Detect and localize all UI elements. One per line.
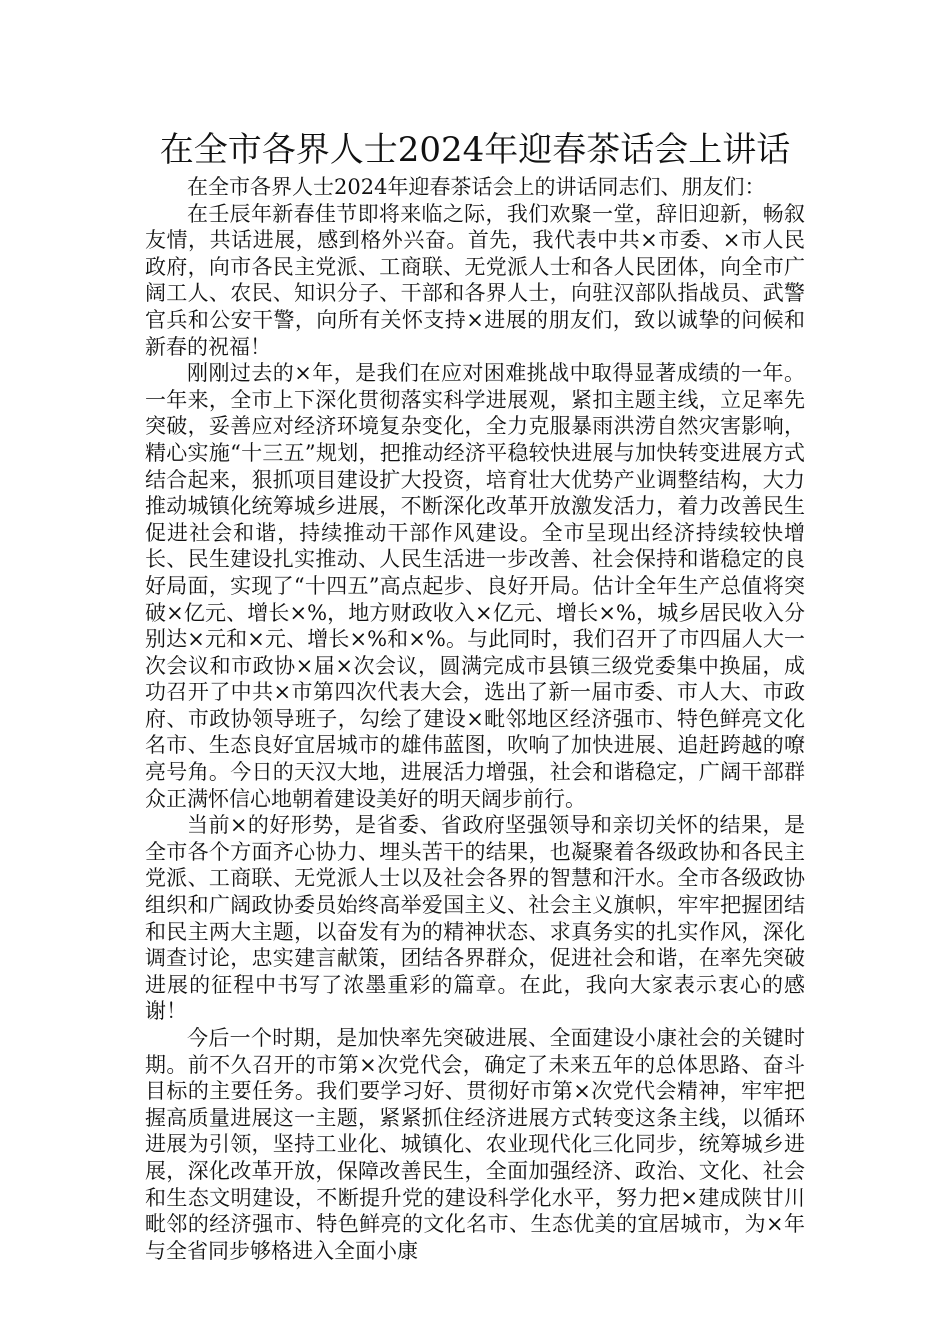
document-subtitle: 在全市各界人士2024年迎春茶话会上的讲话同志们、朋友们：	[187, 175, 766, 199]
paragraph-greeting: 在壬辰年新春佳节即将来临之际，我们欢聚一堂，辞旧迎新，畅叙友情，共话进展，感到格外兴奋。首先，我代表中共×市委、×市人民政府，向市各民主党派、工商联、无党派人士和各人民团体，向全市广阔工人、农民、知识分子、干部和各界人士，向驻汉部队指战员、武警官兵和公安干警，向所有关怀支持×进展的朋友们，致以诚挚的问候和新春的祝福！	[145, 201, 805, 359]
document-page	[145, 128, 805, 1264]
paragraph-outlook: 今后一个时期，是加快率先突破进展、全面建设小康社会的关键时期。前不久召开的市第×次党代会，确定了未来五年的总体思路、奋斗目标的主要任务。我们要学习好、贯彻好市第×次党代会精神，牢牢把握高质量进展这一主题，紧紧抓住经济进展方式转变这条主线，以循环进展为引领，坚持工业化、城镇化、农业现代化三化同步，统筹城乡进展，深化改革开放，保障改善民生，全面加强经济、政治、文化、社会和生态文明建设，不断提升党的建设科学化水平，努力把×建成陕甘川毗邻的经济强市、特色鲜亮的文化名市、生态优美的宜居城市，为×年与全省同步够格进入全面小康	[145, 1026, 805, 1263]
paragraph-thanks: 当前×的好形势，是省委、省政府坚强领导和亲切关怀的结果，是全市各个方面齐心协力、埋头苦干的结果，也凝聚着各级政协和各民主党派、工商联、无党派人士以及社会各界的智慧和汗水。全市各级政协组织和广阔政协委员始终高举爱国主义、社会主义旗帜，牢牢把握团结和民主两大主题，以奋发有为的精神状态、求真务实的扎实作风，深化调查讨论，忠实建言献策，团结各界群众，促进社会和谐，在率先突破进展的征程中书写了浓墨重彩的篇章。在此，我向大家表示衷心的感谢！	[145, 813, 805, 1024]
document-title: 在全市各界人士2024年迎春茶话会上讲话	[159, 130, 791, 170]
paragraph-review: 刚刚过去的×年，是我们在应对困难挑战中取得显著成绩的一年。一年来，全市上下深化贯彻落实科学进展观，紧扣主题主线，立足率先突破，妥善应对经济环境复杂变化，全力克服暴雨洪涝自然灾害影响，精心实施“十三五”规划，把推动经济平稳较快进展与加快转变进展方式结合起来，狠抓项目建设扩大投资，培育壮大优势产业调整结构，大力推动城镇化统筹城乡进展，不断深化改革开放激发活力，着力改善民生促进社会和谐，持续推动干部作风建设。全市呈现出经济持续较快增长、民生建设扎实推动、人民生活进一步改善、社会保持和谐稳定的良好局面，实现了“十四五”高点起步、良好开局。估计全年生产总值将突破×亿元、增长×%，地方财政收入×亿元、增长×%，城乡居民收入分别达×元和×元、增长×%和×%。与此同时，我们召开了市四届人大一次会议和市政协×届×次会议，圆满完成市县镇三级党委集中换届，成功召开了中共×市第四次代表大会，选出了新一届市委、市人大、市政府、市政协领导班子，勾绘了建设×毗邻地区经济强市、特色鲜亮文化名市、生态良好宜居城市的雄伟蓝图，吹响了加快进展、追赶跨越的嘹亮号角。今日的天汉大地，进展活力增强，社会和谐稳定，广阔干部群众正满怀信心地朝着建设美好的明天阔步前行。	[145, 361, 805, 811]
